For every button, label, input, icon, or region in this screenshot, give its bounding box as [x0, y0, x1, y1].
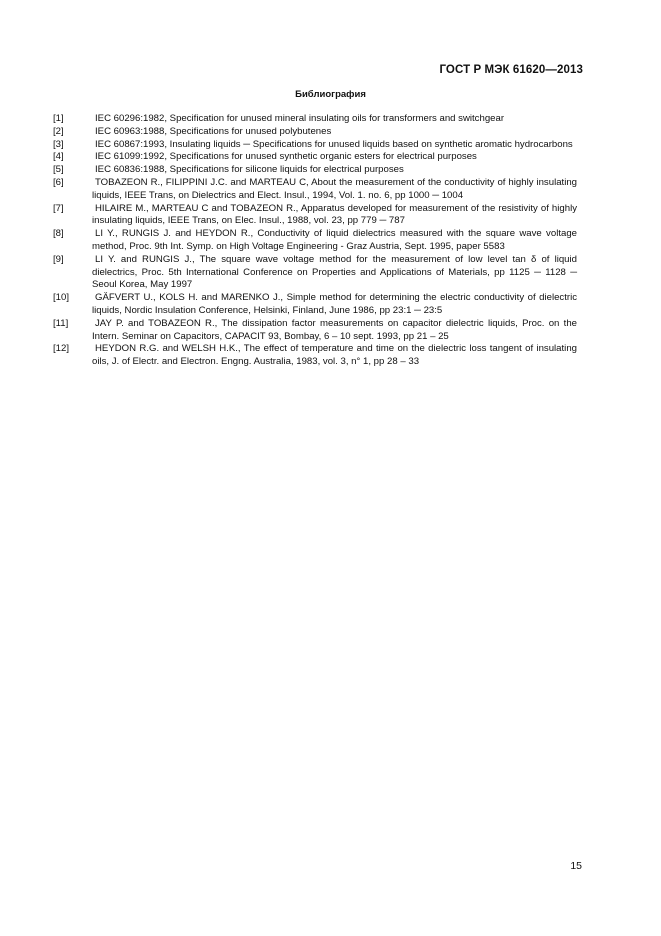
bibliography-entry — [53, 151, 577, 164]
bibliography-entry — [53, 177, 577, 203]
bibliography-entry — [53, 292, 577, 318]
bibliography-entry — [53, 318, 577, 344]
entry-number: [5] — [53, 164, 64, 176]
bibliography-entry — [53, 139, 577, 152]
entry-number: [10] — [53, 292, 70, 304]
section-title: Библиография — [295, 89, 366, 100]
entry-text: JAY P. and TOBAZEON R., The dissipation factor measurements on capacitor dielectric liquids, Proc. on the Intern. Seminar on Capacitors, CAPACIT 93, Bombay, 6 – 10 sept. 1993, pp 21 – 25 — [92, 317, 577, 342]
entry-text: IEC 60963:1988, Specifications for unused polybutenes — [95, 125, 332, 137]
bibliography-entry — [53, 164, 577, 177]
entry-number: [7] — [53, 202, 64, 214]
bibliography-entry — [53, 126, 577, 139]
bibliography-entry — [53, 203, 577, 229]
entry-number: [12] — [53, 343, 70, 355]
entry-number: [8] — [53, 228, 64, 240]
entry-text: HEYDON R.G. and WELSH H.K., The effect of temperature and time on the dielectric loss tangent of insulating oils, J. of Electr. and Electron. Engng. Australia, 1983, vol. 3, n° 1, pp 28 – 33 — [92, 343, 577, 368]
entry-text: TOBAZEON R., FILIPPINI J.C. and MARTEAU C, About the measurement of the conductivity of highly insulating liquids, IEEE Trans, on Dielectrics and Elect. Insul., 1994, Vol. 1. no. 6, pp 1000 ─ 1004 — [92, 176, 577, 201]
entry-number: [4] — [53, 151, 64, 163]
entry-number: [6] — [53, 176, 64, 188]
entry-number: [9] — [53, 253, 64, 265]
entry-text: IEC 60296:1982, Specification for unused mineral insulating oils for transformers and switchgear — [95, 113, 505, 124]
entry-number: [3] — [53, 138, 64, 150]
entry-text: GÄFVERT U., KOLS H. and MARENKO J., Simple method for determining the electric conductivity of dielectric liquids, Nordic Insulation Conference, Helsinki, Finland, June 1986, pp 23:1 ─ 23:5 — [92, 292, 577, 316]
entry-number: [1] — [53, 113, 64, 124]
bibliography-entry — [53, 113, 577, 126]
page-number: 15 — [570, 860, 582, 872]
bibliography-entry — [53, 228, 577, 254]
bibliography-entry — [53, 254, 577, 292]
entry-number: [11] — [53, 317, 69, 329]
entry-text: LI Y. and RUNGIS J., The square wave voltage method for the measurement of low level tan δ of liquid dielectrics, Proc. 5th International Conference on Properties and Applications of Materials, pp 1125 ─ 1128 ─ Seoul Korea, May 1997 — [92, 253, 577, 291]
entry-text: IEC 60836:1988, Specifications for silicone liquids for electrical purposes — [95, 164, 404, 176]
bibliography-list — [53, 113, 577, 369]
entry-text: IEC 60867:1993, Insulating liquids ─ Specifications for unused liquids based on synthetic aromatic hydrocarbons — [95, 138, 573, 150]
entry-text: LI Y., RUNGIS J. and HEYDON R., Conductivity of liquid dielectrics measured with the square wave voltage method, Proc. 9th Int. Symp. on High Voltage Engineering - Graz Austria, Sept. 1995, paper 5583 — [92, 228, 577, 252]
bibliography-entry — [53, 343, 577, 369]
entry-text: IEC 61099:1992, Specifications for unused synthetic organic esters for electrical purposes — [95, 151, 477, 163]
entry-number: [2] — [53, 125, 64, 137]
document-code: ГОСТ Р МЭК 61620—2013 — [439, 64, 583, 76]
entry-text: HILAIRE M., MARTEAU C and TOBAZEON R., Apparatus developed for measurement of the resistivity of highly insulating liquids, IEEE Trans, on Elec. Insul., 1988, vol. 23, pp 779 ─ 787 — [92, 202, 577, 227]
